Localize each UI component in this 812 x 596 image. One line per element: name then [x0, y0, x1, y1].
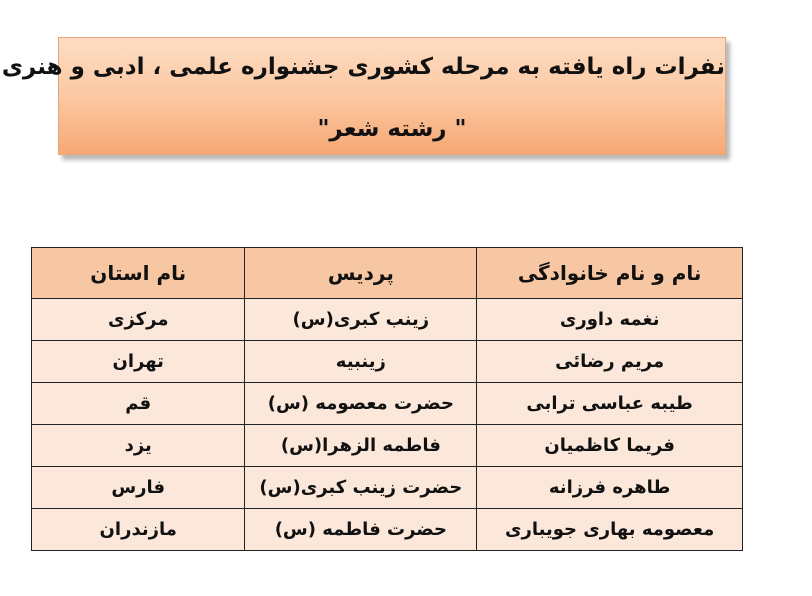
- title-banner: [1, 37, 726, 155]
- cell-province: یزد: [32, 425, 245, 467]
- cell-province: قم: [32, 383, 245, 425]
- cell-name: معصومه بهاری جویباری: [477, 509, 743, 551]
- cell-name: مریم رضائی: [477, 341, 743, 383]
- table-row: [32, 383, 743, 425]
- table-header-row: [32, 248, 743, 299]
- cell-name: فریما کاظمیان: [477, 425, 743, 467]
- table-row: [32, 467, 743, 509]
- cell-name: نغمه داوری: [477, 299, 743, 341]
- banner-subtitle: " رشته شعر": [317, 116, 467, 142]
- table-row: [32, 509, 743, 551]
- cell-province: تهران: [32, 341, 245, 383]
- header-campus: پردیس: [245, 248, 477, 299]
- cell-campus: زینب کبری(س): [245, 299, 477, 341]
- cell-campus: حضرت معصومه (س): [245, 383, 477, 425]
- table-row: [32, 299, 743, 341]
- cell-province: فارس: [32, 467, 245, 509]
- results-table: [31, 247, 743, 551]
- cell-campus: حضرت زینب کبری(س): [245, 467, 477, 509]
- table-row: [32, 341, 743, 383]
- banner-title: نفرات راه یافته به مرحله کشوری جشنواره علمی ، ادبی و هنری: [1, 54, 725, 80]
- cell-name: طاهره فرزانه: [477, 467, 743, 509]
- cell-name: طیبه عباسی ترابی: [477, 383, 743, 425]
- cell-campus: فاطمه الزهرا(س): [245, 425, 477, 467]
- table-row: [32, 425, 743, 467]
- cell-campus: زینبیه: [245, 341, 477, 383]
- header-province: نام استان: [32, 248, 245, 299]
- cell-province: مازندران: [32, 509, 245, 551]
- cell-campus: حضرت فاطمه (س): [245, 509, 477, 551]
- header-name: نام و نام خانوادگی: [477, 248, 743, 299]
- cell-province: مرکزی: [32, 299, 245, 341]
